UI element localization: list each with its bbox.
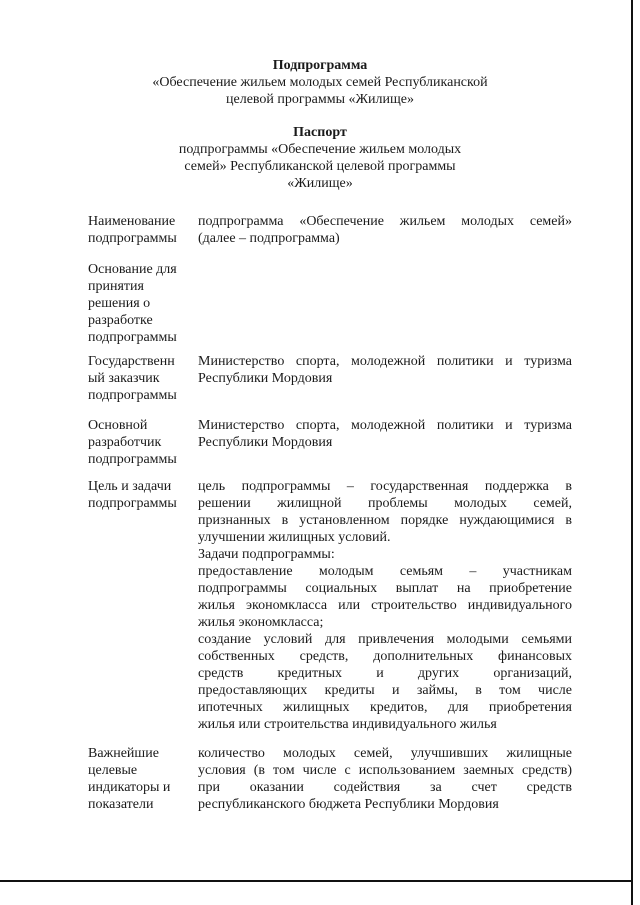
row-label-line: подпрограммы [88,330,177,345]
row-label-line: подпрограммы [88,452,177,467]
row-value [198,478,572,733]
row-value-line: Министерство спорта, молодежной политики и туризма [198,354,572,369]
row-value-line: Министерство спорта, молодежной политики и туризма [198,418,572,433]
row-value-line: республиканского бюджета Республики Мордовия [198,797,499,812]
row-label-line: Государственн [88,354,175,369]
row-label-line: разработке [88,313,153,328]
row-label [88,478,194,512]
row-label [88,353,194,404]
passport-heading [0,124,640,192]
row-label [88,417,194,468]
row-value-line: жилья экономкласса или строительство индивидуального [198,598,572,613]
row-label-line: показатели [88,797,154,812]
row-value-line: ипотечных жилищных кредитов, для приобретения [198,700,572,715]
row-value [198,745,572,813]
row-label-line: Цель и задачи [88,479,172,494]
row-label-line: подпрограммы [88,496,177,511]
row-value-line: улучшении жилищных условий. [198,530,391,545]
row-value-line: предоставляющих кредиты и займы, в том числе [198,683,572,698]
row-value-line: цель подпрограммы – государственная поддержка в [198,479,572,494]
row-label-line: Основание для [88,262,177,277]
row-value-line: Республики Мордовия [198,371,333,386]
row-value [198,353,572,387]
row-label [88,213,194,247]
row-value-line: жилья или строительства индивидуального жилья [198,717,497,732]
row-value [198,417,572,451]
row-label-line: Основной [88,418,148,433]
row-value-line: подпрограмма «Обеспечение жильем молодых семей» [198,214,572,229]
subprogram-title: Подпрограмма [272,58,368,73]
row-value-line: условия (в том числе с использованием заемных средств) [198,763,572,778]
row-label-line: решения о [88,296,151,311]
row-value-line: признанных в установленном порядке нуждающимися в [198,513,572,528]
page-bottom-border [0,880,633,882]
row-value-line: Республики Мордовия [198,435,333,450]
row-label-line: разработчик [88,435,162,450]
row-label-line: подпрограммы [88,388,177,403]
subprogram-heading [0,57,640,108]
row-value-line: количество молодых семей, улучшивших жилищные [198,746,572,761]
row-label-line: принятия [88,279,144,294]
row-value-line: жилья экономкласса; [198,615,324,630]
row-label-line: подпрограммы [88,231,177,246]
row-value-line: Задачи подпрограммы: [198,547,335,562]
row-value-line: предоставление молодым семьям – участникам [198,564,572,579]
row-value [198,213,572,247]
row-value-line: собственных средств, дополнительных финансовых [198,649,572,664]
passport-line: семей» Республиканской целевой программы [184,159,456,174]
row-label [88,261,194,346]
row-value-line: (далее – подпрограмма) [198,231,340,246]
row-label-line: целевые [88,763,138,778]
subprogram-name-line: целевой программы «Жилище» [226,92,414,107]
row-label [88,745,194,813]
row-value-line: решении жилищной проблемы молодых семей, [198,496,572,511]
row-label-line: индикаторы и [88,780,171,795]
row-value-line: подпрограммы социальных выплат на приобретение [198,581,572,596]
row-label-line: ый заказчик [88,371,160,386]
passport-line: «Жилище» [287,176,353,191]
row-label-line: Важнейшие [88,746,159,761]
passport-line: подпрограммы «Обеспечение жильем молодых [178,142,462,157]
subprogram-name-line: «Обеспечение жильем молодых семей Республиканской [152,75,488,90]
row-value-line: средств кредитных и других организаций, [198,666,572,681]
row-value-line: создание условий для привлечения молодыми семьями [198,632,572,647]
passport-title: Паспорт [293,125,347,140]
row-value-line: при оказании содействия за счет средств [198,780,572,795]
row-label-line: Наименование [88,214,176,229]
